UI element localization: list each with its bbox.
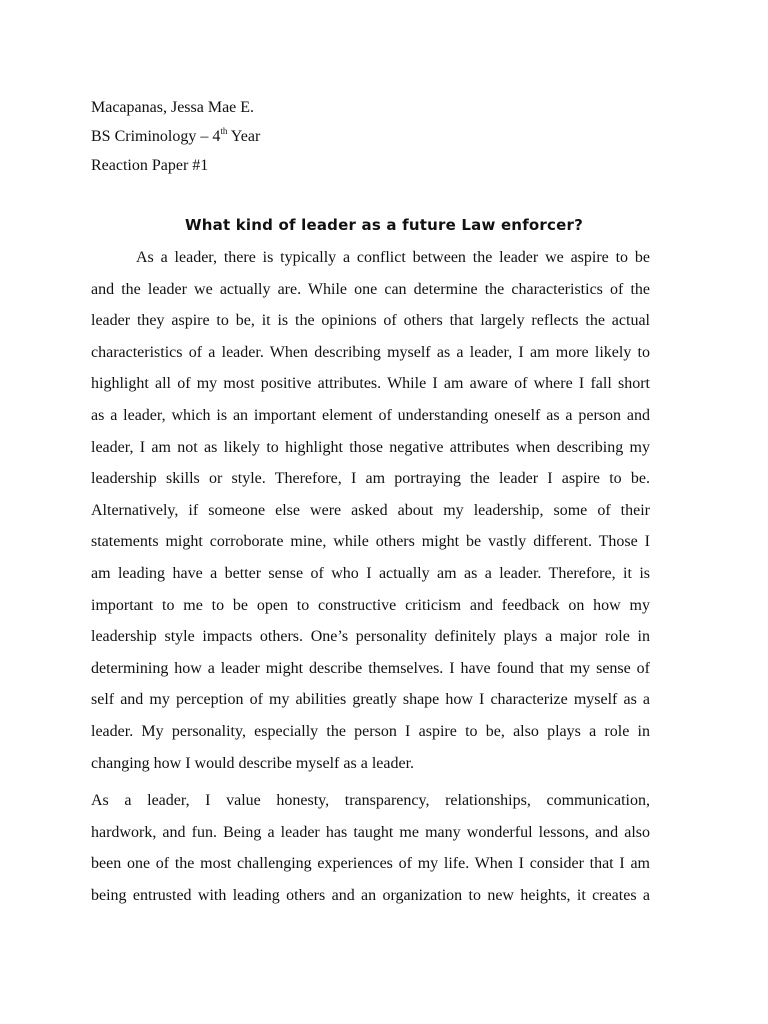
paragraph-line: Alternatively, if someone else were asked about my leadership, some of their: [91, 501, 650, 519]
paragraph-line: self and my perception of my abilities greatly shape how I characterize myself as a: [91, 691, 650, 709]
paragraph-line: important to me to be open to constructive criticism and feedback on how my: [91, 596, 650, 614]
paragraph-line: hardwork, and fun. Being a leader has taught me many wonderful lessons, and also: [91, 823, 650, 841]
paragraph-line: being entrusted with leading others and an organization to new heights, it creates a: [91, 886, 650, 904]
author-name: Macapanas, Jessa Mae E.: [91, 99, 255, 116]
paragraph-line: determining how a leader might describe themselves. I have found that my sense of: [91, 659, 650, 677]
paragraph-line: leader they aspire to be, it is the opinions of others that largely reflects the actual: [91, 312, 650, 330]
paragraph-line: as a leader, which is an important element of understanding oneself as a person and: [91, 406, 650, 424]
document-header: [91, 93, 260, 180]
program-prefix: BS Criminology – 4: [91, 128, 221, 145]
paragraph-2: [91, 785, 650, 911]
paragraph-line: leader. My personality, especially the person I aspire to be, also plays a role in: [91, 722, 650, 740]
paragraph-line: am leading have a better sense of who I actually am as a leader. Therefore, it is: [91, 564, 650, 582]
paragraph-line: highlight all of my most positive attributes. While I am aware of where I fall short: [91, 375, 650, 393]
program-year: [91, 122, 260, 151]
document-title: What kind of leader as a future Law enforcer?: [185, 216, 583, 234]
paper-label: Reaction Paper #1: [91, 157, 209, 174]
paragraph-line: statements might corroborate mine, while others might be vastly different. Those I: [91, 533, 650, 551]
paragraph-line: been one of the most challenging experiences of my life. When I consider that I am: [91, 855, 650, 873]
paragraph-1: [91, 242, 650, 779]
paragraph-line: leadership style impacts others. One’s personality definitely plays a major role in: [91, 628, 650, 646]
ordinal-suffix: th: [220, 126, 228, 136]
paragraph-line: leader, I am not as likely to highlight those negative attributes when describing my: [91, 438, 650, 456]
paragraph-line: As a leader, I value honesty, transparency, relationships, communication,: [91, 792, 650, 809]
program-suffix: Year: [227, 128, 261, 145]
paragraph-line: and the leader we actually are. While one can determine the characteristics of the: [91, 280, 650, 298]
paragraph-line: changing how I would describe myself as a leader.: [91, 754, 415, 772]
paragraph-line: As a leader, there is typically a conflict between the leader we aspire to be: [136, 249, 650, 266]
paragraph-line: characteristics of a leader. When describing myself as a leader, I am more likely to: [91, 343, 650, 361]
paragraph-line: leadership skills or style. Therefore, I am portraying the leader I aspire to be.: [91, 470, 650, 488]
